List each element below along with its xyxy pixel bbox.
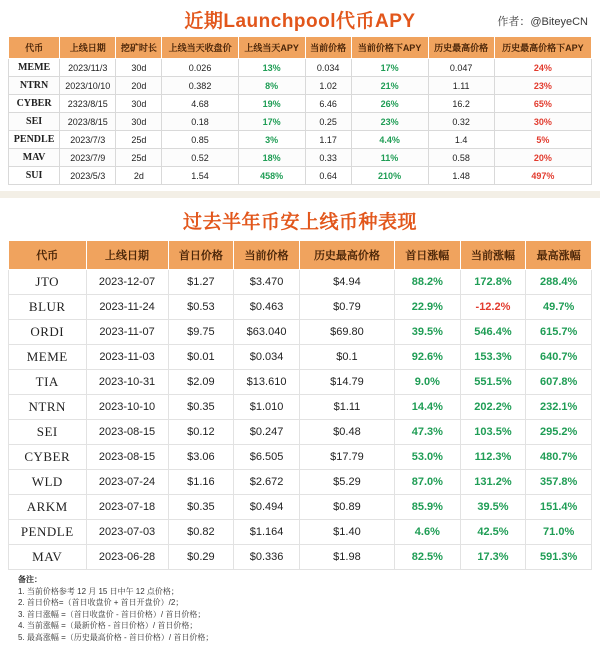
cell-current-change: 39.5%: [460, 495, 526, 520]
cell-first-price: $0.53: [168, 295, 234, 320]
cell-token: MAV: [9, 545, 87, 570]
section-title: 过去半年币安上线币种表现: [182, 212, 417, 233]
footnote-line: 3. 首日涨幅 =（首日收盘价 - 首日价格）/ 首日价格；: [18, 609, 206, 619]
cell-date: 2323/8/15: [60, 95, 116, 113]
cell-first-change: 14.4%: [395, 395, 461, 420]
col-current-change: 当前涨幅: [460, 241, 526, 270]
cell-first-change: 53.0%: [395, 445, 461, 470]
cell-first-price: $1.27: [168, 270, 234, 295]
cell-date: 2023/5/3: [60, 167, 116, 185]
cell-current-change: 131.2%: [460, 470, 526, 495]
cell-ath-price: $0.79: [299, 295, 394, 320]
cell-current-price: $63.040: [234, 320, 300, 345]
table-row: [9, 167, 592, 185]
cell-duration: 30d: [116, 59, 162, 77]
cell-ath: 0.58: [428, 149, 494, 167]
cell-token: ARKM: [9, 495, 87, 520]
col-token: 代币: [9, 37, 60, 59]
cell-token: SUI: [9, 167, 60, 185]
cell-max-change: 591.3%: [526, 545, 592, 570]
cell-open-apy: 13%: [238, 59, 305, 77]
cell-ath-price: $0.89: [299, 495, 394, 520]
cell-token: CYBER: [9, 95, 60, 113]
cell-date: 2023/8/15: [60, 113, 116, 131]
cell-current-price: $0.494: [234, 495, 300, 520]
cell-ath-price: $69.80: [299, 320, 394, 345]
cell-current-change: 103.5%: [460, 420, 526, 445]
cell-date: 2023-06-28: [86, 545, 168, 570]
table-row: [9, 59, 592, 77]
col-current-price: 当前价格: [234, 241, 300, 270]
cell-date: 2023-10-31: [86, 370, 168, 395]
cell-max-change: 357.8%: [526, 470, 592, 495]
cell-current-apy: 21%: [351, 77, 428, 95]
cell-date: 2023-07-18: [86, 495, 168, 520]
cell-current-apy: 23%: [351, 113, 428, 131]
cell-first-price: $0.35: [168, 395, 234, 420]
cell-ath-price: $4.94: [299, 270, 394, 295]
footnotes-title: 备注：: [18, 575, 42, 584]
cell-price: 0.33: [305, 149, 351, 167]
cell-duration: 20d: [116, 77, 162, 95]
cell-ath-price: $0.1: [299, 345, 394, 370]
cell-max-change: 232.1%: [526, 395, 592, 420]
table-row: [9, 131, 592, 149]
cell-token: MEME: [9, 345, 87, 370]
table-row: [9, 149, 592, 167]
col-current-apy: 当前价格下APY: [351, 37, 428, 59]
table-row: [9, 113, 592, 131]
cell-max-change: 615.7%: [526, 320, 592, 345]
cell-max-change: 295.2%: [526, 420, 592, 445]
cell-max-change: 71.0%: [526, 520, 592, 545]
cell-close: 0.026: [162, 59, 238, 77]
cell-current-change: 112.3%: [460, 445, 526, 470]
cell-max-change: 151.4%: [526, 495, 592, 520]
col-max-change: 最高涨幅: [526, 241, 592, 270]
cell-current-price: $6.505: [234, 445, 300, 470]
cell-date: 2023-12-07: [86, 270, 168, 295]
col-ath-apy: 历史最高价格下APY: [494, 37, 591, 59]
cell-ath: 1.4: [428, 131, 494, 149]
cell-duration: 30d: [116, 95, 162, 113]
cell-first-price: $0.35: [168, 495, 234, 520]
footnote-line: 2. 首日价格=（首日收盘价 + 首日开盘价）/2；: [18, 598, 184, 608]
cell-token: NTRN: [9, 77, 60, 95]
cell-token: SEI: [9, 113, 60, 131]
cell-date: 2023-07-03: [86, 520, 168, 545]
launchpool-table: [8, 36, 592, 185]
table-row: [9, 495, 592, 520]
cell-duration: 30d: [116, 113, 162, 131]
cell-ath-price: $1.40: [299, 520, 394, 545]
cell-current-price: $13.610: [234, 370, 300, 395]
cell-date: 2023/10/10: [60, 77, 116, 95]
cell-date: 2023-11-03: [86, 345, 168, 370]
author-credit: 作者：@BiteyeCN: [497, 16, 588, 28]
cell-close: 0.52: [162, 149, 238, 167]
cell-ath-price: $0.48: [299, 420, 394, 445]
cell-current-price: $0.034: [234, 345, 300, 370]
cell-current-change: 153.3%: [460, 345, 526, 370]
cell-token: BLUR: [9, 295, 87, 320]
cell-current-price: $2.672: [234, 470, 300, 495]
cell-first-change: 9.0%: [395, 370, 461, 395]
cell-date: 2023-11-07: [86, 320, 168, 345]
cell-first-price: $0.82: [168, 520, 234, 545]
cell-ath-apy: 65%: [494, 95, 591, 113]
cell-first-price: $0.29: [168, 545, 234, 570]
cell-first-change: 92.6%: [395, 345, 461, 370]
cell-current-change: 42.5%: [460, 520, 526, 545]
cell-token: JTO: [9, 270, 87, 295]
cell-first-change: 4.6%: [395, 520, 461, 545]
cell-ath-price: $1.11: [299, 395, 394, 420]
col-current-price: 当前价格: [305, 37, 351, 59]
table-row: [9, 395, 592, 420]
cell-ath-apy: 24%: [494, 59, 591, 77]
cell-ath-apy: 30%: [494, 113, 591, 131]
cell-current-change: 551.5%: [460, 370, 526, 395]
cell-current-price: $1.010: [234, 395, 300, 420]
cell-duration: 2d: [116, 167, 162, 185]
col-first-day-change: 首日涨幅: [395, 241, 461, 270]
cell-first-price: $0.01: [168, 345, 234, 370]
cell-price: 1.17: [305, 131, 351, 149]
cell-current-change: 202.2%: [460, 395, 526, 420]
col-listing-date: 上线日期: [60, 37, 116, 59]
cell-ath: 16.2: [428, 95, 494, 113]
col-open-apy: 上线当天APY: [238, 37, 305, 59]
table-row: [9, 320, 592, 345]
cell-open-apy: 19%: [238, 95, 305, 113]
cell-first-change: 22.9%: [395, 295, 461, 320]
cell-ath: 1.11: [428, 77, 494, 95]
cell-ath: 0.047: [428, 59, 494, 77]
cell-close: 1.54: [162, 167, 238, 185]
cell-max-change: 49.7%: [526, 295, 592, 320]
cell-first-change: 85.9%: [395, 495, 461, 520]
binance-listings-table: [8, 240, 592, 570]
cell-open-apy: 458%: [238, 167, 305, 185]
cell-current-price: $1.164: [234, 520, 300, 545]
table-row: [9, 445, 592, 470]
cell-date: 2023-07-24: [86, 470, 168, 495]
cell-first-price: $9.75: [168, 320, 234, 345]
cell-close: 0.382: [162, 77, 238, 95]
cell-token: ORDI: [9, 320, 87, 345]
cell-date: 2023-08-15: [86, 420, 168, 445]
table-row: [9, 95, 592, 113]
cell-token: PENDLE: [9, 520, 87, 545]
cell-token: SEI: [9, 420, 87, 445]
footnote-line: 4. 当前涨幅 =（最新价格 - 首日价格）/ 首日价格；: [18, 621, 198, 631]
cell-current-price: $3.470: [234, 270, 300, 295]
cell-price: 0.64: [305, 167, 351, 185]
col-token: 代币: [9, 241, 87, 270]
cell-current-apy: 17%: [351, 59, 428, 77]
cell-token: MEME: [9, 59, 60, 77]
cell-current-change: 546.4%: [460, 320, 526, 345]
cell-first-price: $2.09: [168, 370, 234, 395]
cell-ath-apy: 497%: [494, 167, 591, 185]
col-ath-price: 历史最高价格: [428, 37, 494, 59]
table-row: [9, 370, 592, 395]
cell-ath: 0.32: [428, 113, 494, 131]
cell-token: PENDLE: [9, 131, 60, 149]
table-row: [9, 345, 592, 370]
table-header-row: [9, 37, 592, 59]
cell-max-change: 288.4%: [526, 270, 592, 295]
cell-price: 0.25: [305, 113, 351, 131]
cell-current-apy: 210%: [351, 167, 428, 185]
cell-current-apy: 11%: [351, 149, 428, 167]
cell-ath-price: $17.79: [299, 445, 394, 470]
cell-price: 1.02: [305, 77, 351, 95]
cell-current-price: $0.247: [234, 420, 300, 445]
cell-open-apy: 3%: [238, 131, 305, 149]
table-row: [9, 520, 592, 545]
col-ath-price: 历史最高价格: [299, 241, 394, 270]
table-header-row: [9, 241, 592, 270]
cell-close: 0.85: [162, 131, 238, 149]
cell-first-price: $0.12: [168, 420, 234, 445]
cell-token: NTRN: [9, 395, 87, 420]
cell-open-apy: 18%: [238, 149, 305, 167]
col-duration: 挖矿时长: [116, 37, 162, 59]
col-listing-date: 上线日期: [86, 241, 168, 270]
cell-token: MAV: [9, 149, 60, 167]
cell-token: CYBER: [9, 445, 87, 470]
launchpool-header: [8, 6, 592, 32]
col-first-day-price: 首日价格: [168, 241, 234, 270]
cell-ath: 1.48: [428, 167, 494, 185]
cell-ath-price: $1.98: [299, 545, 394, 570]
cell-current-change: 17.3%: [460, 545, 526, 570]
table-row: [9, 420, 592, 445]
table-row: [9, 545, 592, 570]
footnote-line: 5. 最高涨幅 =（历史最高价格 - 首日价格）/ 首日价格；: [18, 632, 214, 642]
cell-current-price: $0.463: [234, 295, 300, 320]
cell-date: 2023-10-10: [86, 395, 168, 420]
cell-ath-price: $5.29: [299, 470, 394, 495]
cell-close: 0.18: [162, 113, 238, 131]
table-row: [9, 295, 592, 320]
cell-price: 6.46: [305, 95, 351, 113]
cell-date: 2023-11-24: [86, 295, 168, 320]
cell-ath-price: $14.79: [299, 370, 394, 395]
cell-date: 2023-08-15: [86, 445, 168, 470]
binance-listings-panel: [0, 198, 600, 658]
cell-max-change: 640.7%: [526, 345, 592, 370]
col-close-price: 上线当天收盘价: [162, 37, 238, 59]
cell-date: 2023/7/9: [60, 149, 116, 167]
cell-first-change: 47.3%: [395, 420, 461, 445]
cell-ath-apy: 20%: [494, 149, 591, 167]
cell-open-apy: 8%: [238, 77, 305, 95]
cell-first-change: 88.2%: [395, 270, 461, 295]
cell-open-apy: 17%: [238, 113, 305, 131]
footnote-line: 1. 当前价格参考 12 月 15 日中午 12 点价格；: [18, 586, 179, 596]
cell-price: 0.034: [305, 59, 351, 77]
cell-first-price: $3.06: [168, 445, 234, 470]
cell-max-change: 607.8%: [526, 370, 592, 395]
table-row: [9, 470, 592, 495]
cell-first-price: $1.16: [168, 470, 234, 495]
cell-current-change: -12.2%: [460, 295, 526, 320]
cell-duration: 25d: [116, 149, 162, 167]
cell-first-change: 39.5%: [395, 320, 461, 345]
page-title: 近期Launchpool代币APY: [184, 10, 416, 32]
cell-first-change: 82.5%: [395, 545, 461, 570]
footnotes: [8, 570, 592, 652]
table-row: [9, 77, 592, 95]
cell-current-change: 172.8%: [460, 270, 526, 295]
cell-first-change: 87.0%: [395, 470, 461, 495]
launchpool-table-body: [9, 59, 592, 185]
cell-ath-apy: 5%: [494, 131, 591, 149]
cell-date: 2023/11/3: [60, 59, 116, 77]
table-row: [9, 270, 592, 295]
cell-date: 2023/7/3: [60, 131, 116, 149]
cell-close: 4.68: [162, 95, 238, 113]
cell-current-apy: 4.4%: [351, 131, 428, 149]
cell-duration: 25d: [116, 131, 162, 149]
launchpool-panel: [0, 0, 600, 191]
cell-max-change: 480.7%: [526, 445, 592, 470]
cell-current-price: $0.336: [234, 545, 300, 570]
binance-listings-body: [9, 270, 592, 570]
cell-token: TIA: [9, 370, 87, 395]
cell-current-apy: 26%: [351, 95, 428, 113]
cell-token: WLD: [9, 470, 87, 495]
cell-ath-apy: 23%: [494, 77, 591, 95]
